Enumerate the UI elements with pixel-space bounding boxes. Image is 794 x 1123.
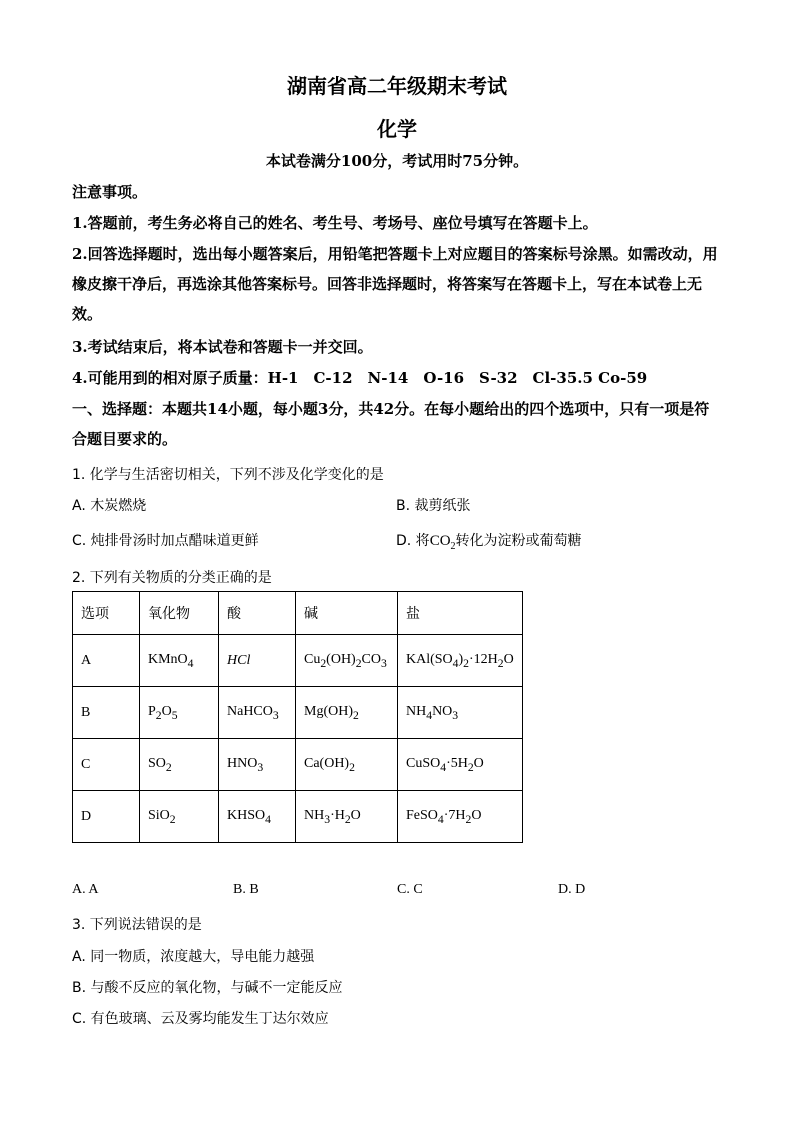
classification-table <box>72 591 523 843</box>
q2-option-c: C. C <box>397 882 423 897</box>
q1-stem: 1. 化学与生活密切相关，下列不涉及化学变化的是 <box>72 467 384 483</box>
note-4: 4.可能用到的相对原子质量：H-1 C-12 N-14 O-16 S-32 Cl-35.5 Co-59 <box>72 369 648 387</box>
table-row: C $SO_2$ $HNO_3$ $Ca(OH)_2$ $CuSO_4\cdot 5H_2O$ <box>73 739 523 791</box>
q2-option-b: B. B <box>233 882 259 897</box>
table-row: A KMnO$_4$ HCl $Cu_2(OH)_2CO_3$ $KAl(SO_4)_2\cdot 12H_2O$ <box>73 635 523 687</box>
exam-info: 本试卷满分100分，考试用时75分钟。 <box>265 152 529 170</box>
q1-option-c: C. 炖排骨汤时加点醋味道更鲜 <box>72 533 259 549</box>
q2-option-d: D. D <box>558 882 586 897</box>
table-row: B $P_2O_5$ NaHCO$_3$ $Mg(OH)_2$ $NH_4NO_3$ <box>73 687 523 739</box>
exam-title: 湖南省高二年级期末考试 <box>287 74 507 98</box>
q1-option-d: D. 将$CO_2$转化为淀粉或葡萄糖 <box>396 533 582 552</box>
header-acid: 酸 <box>219 592 296 635</box>
q1-option-a: A. 木炭燃烧 <box>72 498 147 514</box>
section1-heading: 一、选择题：本题共14小题，每小题3分，共42分。在每小题给出的四个选项中，只有一项是符合题目要求的。 <box>72 400 710 448</box>
q1-option-b: B. 裁剪纸张 <box>396 498 471 514</box>
header-salt: 盐 <box>398 592 523 635</box>
q3-option-b: B. 与酸不反应的氧化物，与碱不一定能反应 <box>72 980 343 996</box>
header-oxide: 氧化物 <box>140 592 219 635</box>
note-1: 1.答题前，考生务必将自己的姓名、考生号、考场号、座位号填写在答题卡上。 <box>72 214 598 232</box>
table-row: D SiO$_2$ $KHSO_4$ $NH_3\cdot H_2O$ $FeSO_4\cdot 7H_2O$ <box>73 791 523 843</box>
q3-option-a: A. 同一物质，浓度越大，导电能力越强 <box>72 949 315 965</box>
q3-stem: 3. 下列说法错误的是 <box>72 917 202 933</box>
note-3: 3.考试结束后，将本试卷和答题卡一并交回。 <box>72 338 373 356</box>
notes-heading: 注意事项。 <box>72 183 148 201</box>
subject-title: 化学 <box>377 117 417 141</box>
header-option: 选项 <box>73 592 140 635</box>
note-2: 2.回答选择题时，选出每小题答案后，用铅笔把答题卡上对应题目的答案标号涂黑。如需改动，用橡皮擦干净后，再选涂其他答案标号。回答非选择题时，将答案写在答题卡上，写在本试卷上无效。 <box>72 245 718 323</box>
q2-stem: 2. 下列有关物质的分类正确的是 <box>72 570 272 586</box>
q2-option-a: A. A <box>72 882 99 897</box>
q3-option-c: C. 有色玻璃、云及雾均能发生丁达尔效应 <box>72 1011 329 1027</box>
header-base: 碱 <box>296 592 398 635</box>
